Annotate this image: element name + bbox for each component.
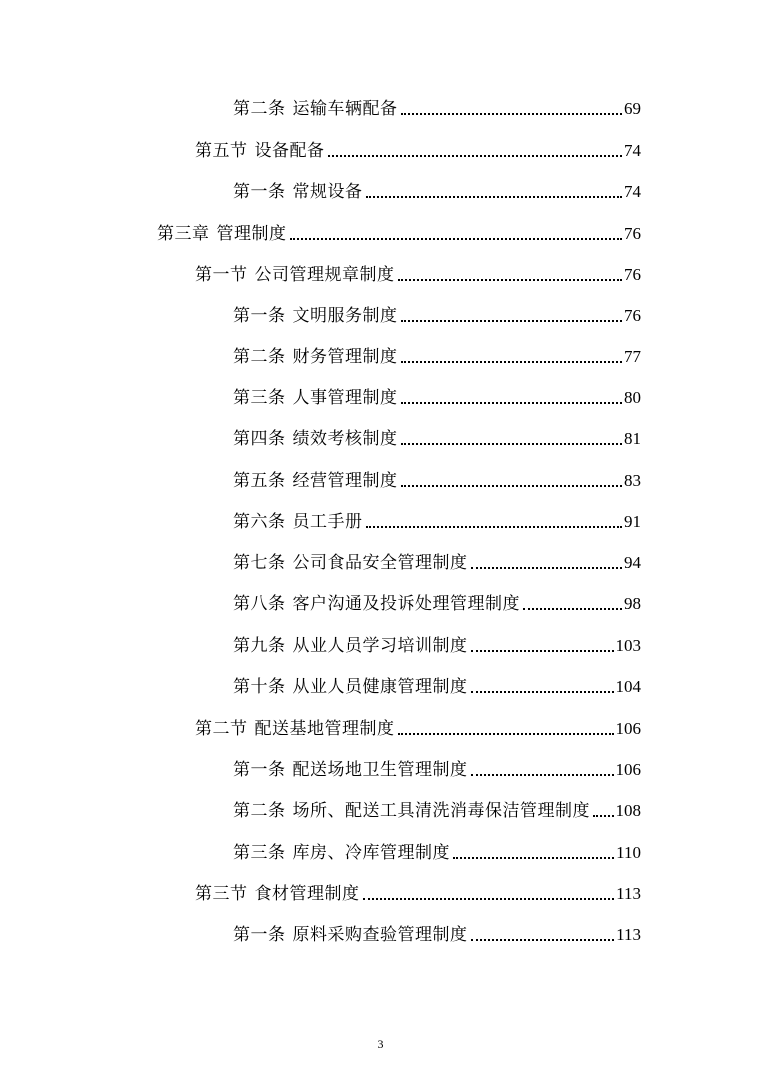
toc-leader-dots bbox=[401, 443, 623, 445]
toc-entry-number: 第六条 bbox=[233, 512, 286, 532]
toc-entry-page: 83 bbox=[624, 471, 641, 490]
toc-leader-dots bbox=[593, 815, 614, 817]
toc-entry[interactable] bbox=[233, 95, 641, 123]
toc-leader-dots bbox=[363, 898, 615, 900]
toc-entry-title: 从业人员健康管理制度 bbox=[292, 677, 468, 697]
toc-entry[interactable] bbox=[233, 549, 641, 577]
toc-entry[interactable] bbox=[195, 880, 641, 908]
toc-leader-dots bbox=[523, 608, 622, 610]
toc-entry-number: 第四条 bbox=[233, 429, 286, 449]
toc-entry-number: 第三节 bbox=[195, 884, 248, 904]
toc-entry-title: 文明服务制度 bbox=[292, 306, 398, 326]
toc-entry-number: 第九条 bbox=[233, 636, 286, 656]
toc-entry-page: 69 bbox=[624, 99, 641, 118]
toc-entry-title: 绩效考核制度 bbox=[292, 429, 398, 449]
toc-entry[interactable] bbox=[233, 467, 641, 495]
toc-entry[interactable] bbox=[233, 384, 641, 412]
toc-entry[interactable] bbox=[233, 425, 641, 453]
toc-entry-page: 80 bbox=[624, 388, 641, 407]
toc-entry-number: 第三条 bbox=[233, 843, 286, 863]
toc-entry-page: 91 bbox=[624, 512, 641, 531]
toc-entry-title: 经营管理制度 bbox=[292, 471, 398, 491]
toc-entry-page: 77 bbox=[624, 347, 641, 366]
toc-entry-page: 94 bbox=[624, 553, 641, 572]
toc-entry[interactable] bbox=[233, 508, 641, 536]
toc-leader-dots bbox=[471, 939, 615, 941]
toc-entry[interactable] bbox=[195, 137, 641, 165]
toc-entry-number: 第二条 bbox=[233, 801, 286, 821]
toc-entry-title: 人事管理制度 bbox=[292, 388, 398, 408]
toc-entry[interactable] bbox=[195, 715, 641, 743]
toc-entry-title: 运输车辆配备 bbox=[292, 99, 398, 119]
toc-entry-page: 76 bbox=[624, 306, 641, 325]
toc-entry-title: 场所、配送工具清洗消毒保洁管理制度 bbox=[292, 801, 590, 821]
toc-entry-page: 74 bbox=[624, 141, 641, 160]
toc-entry-page: 76 bbox=[624, 224, 641, 243]
toc-entry-number: 第一条 bbox=[233, 760, 286, 780]
toc-entry-title: 管理制度 bbox=[216, 224, 287, 244]
toc-entry-number: 第一条 bbox=[233, 925, 286, 945]
toc-entry-title: 设备配备 bbox=[254, 141, 325, 161]
toc-entry-number: 第八条 bbox=[233, 594, 286, 614]
toc-entry[interactable] bbox=[233, 797, 641, 825]
toc-entry-number: 第三章 bbox=[157, 224, 210, 244]
toc-entry[interactable] bbox=[233, 302, 641, 330]
toc-entry-page: 108 bbox=[615, 801, 641, 820]
toc-entry[interactable] bbox=[233, 632, 641, 660]
toc-entry-title: 公司食品安全管理制度 bbox=[292, 553, 468, 573]
toc-leader-dots bbox=[328, 155, 623, 157]
toc-entry-title: 配送基地管理制度 bbox=[254, 719, 395, 739]
toc-entry-page: 76 bbox=[624, 265, 641, 284]
toc-entry[interactable] bbox=[195, 261, 641, 289]
toc-leader-dots bbox=[471, 650, 614, 652]
toc-leader-dots bbox=[401, 402, 623, 404]
toc-leader-dots bbox=[366, 196, 623, 198]
page-number: 3 bbox=[377, 1037, 384, 1051]
toc-leader-dots bbox=[401, 320, 623, 322]
toc-entry-page: 113 bbox=[616, 925, 641, 944]
toc-leader-dots bbox=[398, 733, 614, 735]
toc-entry[interactable] bbox=[233, 921, 641, 949]
toc-entry-title: 客户沟通及投诉处理管理制度 bbox=[292, 594, 520, 614]
toc-entry-number: 第七条 bbox=[233, 553, 286, 573]
toc-entry-title: 配送场地卫生管理制度 bbox=[292, 760, 468, 780]
toc-entry-page: 74 bbox=[624, 182, 641, 201]
toc-entry-title: 食材管理制度 bbox=[254, 884, 360, 904]
toc-entry-number: 第五节 bbox=[195, 141, 248, 161]
toc-entry-title: 库房、冷库管理制度 bbox=[292, 843, 450, 863]
toc-entry-title: 原料采购查验管理制度 bbox=[292, 925, 468, 945]
toc-entry[interactable] bbox=[157, 220, 641, 248]
toc-entry-number: 第十条 bbox=[233, 677, 286, 697]
toc-entry-page: 106 bbox=[615, 760, 641, 779]
toc-entry-title: 从业人员学习培训制度 bbox=[292, 636, 468, 656]
toc-entry-page: 81 bbox=[624, 429, 641, 448]
toc-leader-dots bbox=[401, 485, 623, 487]
toc-leader-dots bbox=[401, 113, 623, 115]
toc-entry-page: 103 bbox=[615, 636, 641, 655]
toc-leader-dots bbox=[453, 857, 614, 859]
toc-entry-page: 113 bbox=[616, 884, 641, 903]
toc-entry-title: 常规设备 bbox=[292, 182, 363, 202]
toc-entry[interactable] bbox=[233, 673, 641, 701]
toc-leader-dots bbox=[290, 238, 623, 240]
toc-entry[interactable] bbox=[233, 590, 641, 618]
toc-leader-dots bbox=[398, 279, 623, 281]
toc-entry-number: 第一节 bbox=[195, 265, 248, 285]
toc-entry-title: 员工手册 bbox=[292, 512, 363, 532]
toc-entry[interactable] bbox=[233, 178, 641, 206]
toc-entry-number: 第二条 bbox=[233, 99, 286, 119]
toc-entry-page: 110 bbox=[616, 843, 641, 862]
toc-entry-number: 第三条 bbox=[233, 388, 286, 408]
toc-entry-number: 第二节 bbox=[195, 719, 248, 739]
toc-entry[interactable] bbox=[233, 839, 641, 867]
toc-entry-number: 第一条 bbox=[233, 182, 286, 202]
toc-entry-number: 第二条 bbox=[233, 347, 286, 367]
toc-leader-dots bbox=[471, 774, 614, 776]
toc-entry[interactable] bbox=[233, 756, 641, 784]
toc-entry-page: 98 bbox=[624, 594, 641, 613]
toc-entry-title: 财务管理制度 bbox=[292, 347, 398, 367]
toc-entry-number: 第五条 bbox=[233, 471, 286, 491]
toc-leader-dots bbox=[471, 567, 623, 569]
toc-leader-dots bbox=[401, 361, 623, 363]
toc-leader-dots bbox=[471, 691, 614, 693]
toc-entry-number: 第一条 bbox=[233, 306, 286, 326]
toc-entry-page: 104 bbox=[615, 677, 641, 696]
toc-leader-dots bbox=[366, 526, 623, 528]
toc-entry[interactable] bbox=[233, 343, 641, 371]
toc-entry-title: 公司管理规章制度 bbox=[254, 265, 395, 285]
toc-entry-page: 106 bbox=[615, 719, 641, 738]
